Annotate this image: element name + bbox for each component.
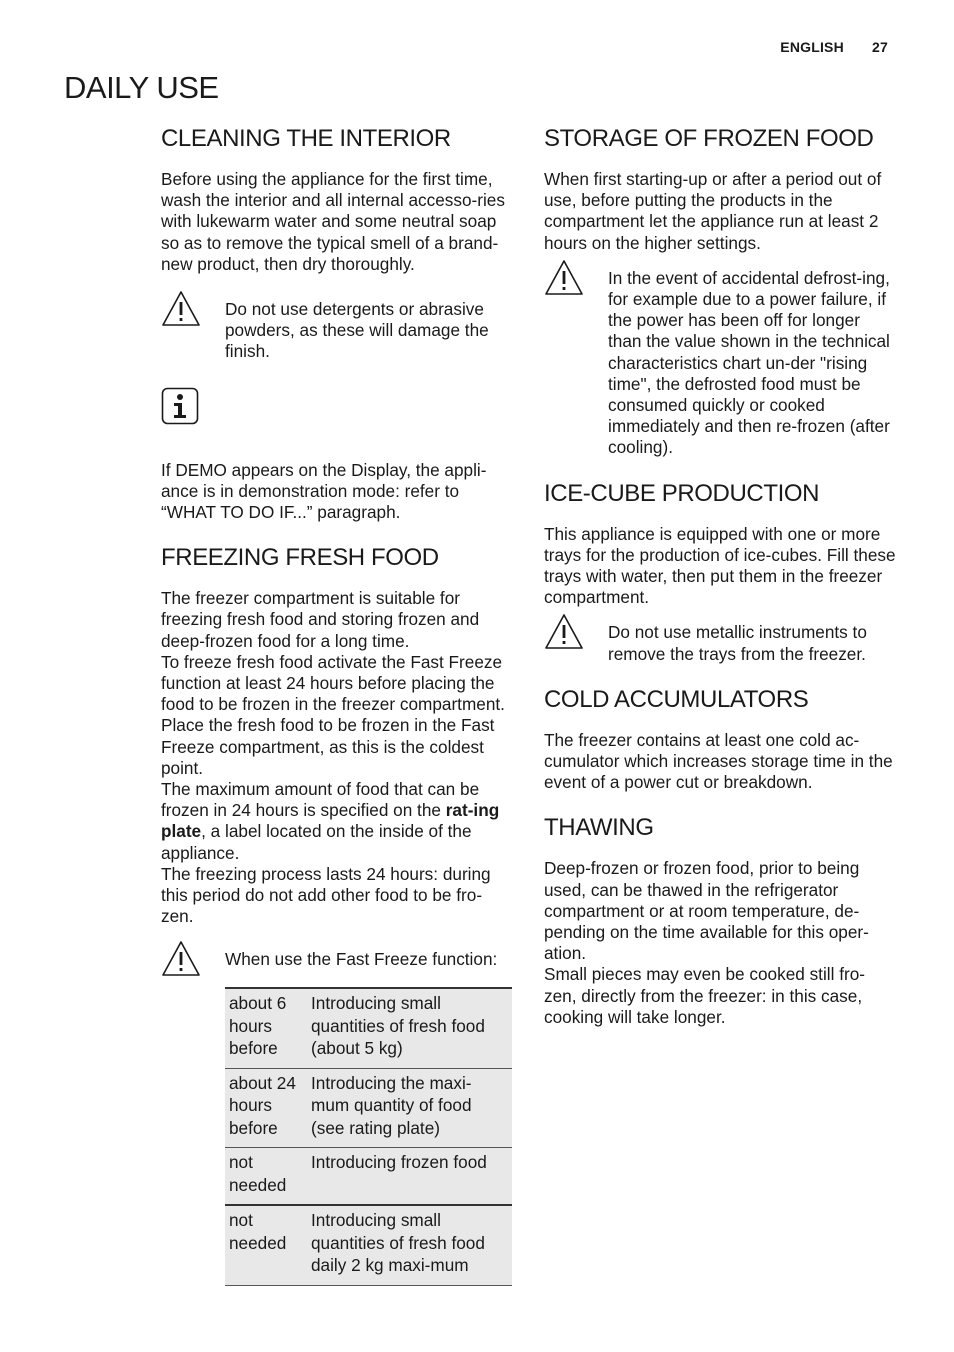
- warning-icon: [544, 258, 584, 298]
- fast-freeze-table: [225, 987, 512, 1286]
- fast-freeze-warning-text: When use the Fast Freeze function:: [225, 949, 498, 970]
- section-icecube: [544, 477, 896, 665]
- fast-freeze-warning: [161, 949, 513, 979]
- rating-plate-bold: rat-ing plate: [161, 800, 500, 842]
- freezing-p4-before: The maximum amount of food that can be frozen in 24 hours is specified on the: [161, 779, 480, 821]
- cleaning-heading: CLEANING THE INTERIOR: [161, 125, 451, 152]
- cleaning-warning: [161, 299, 513, 363]
- icecube-warning-text: Do not use metallic instruments to remove the trays from the freezer.: [608, 622, 867, 664]
- warning-icon: [544, 612, 584, 652]
- table-cell-when: not needed: [225, 1148, 307, 1206]
- table-cell-when: about 24 hours before: [225, 1068, 307, 1148]
- cleaning-warning-text: Do not use detergents or abrasive powders, as these will damage the finish.: [225, 299, 489, 362]
- table-row: [225, 1148, 512, 1206]
- table-cell-when: about 6 hours before: [225, 988, 307, 1068]
- freezing-p2: To freeze fresh food activate the Fast Freeze function at least 24 hours before placing the food to be frozen in the freezer compartment.: [161, 651, 505, 715]
- thawing-p2: Small pieces may even be cooked still fro-zen, directly from the freezer: in this case, cooking will take longer.: [544, 964, 865, 1027]
- freezing-p3: Place the fresh food to be frozen in the Fast Freeze compartment, as this is the coldest point.: [161, 715, 495, 778]
- storage-warning-text: In the event of accidental defrost-ing, for example due to a power failure, if the power has been off for longer than the value shown in the technical characteristics chart un-der "rising time", the defrosted food must be consumed quickly or cooked immediately and then re-frozen (after cooling).: [608, 267, 890, 458]
- section-freezing: [161, 541, 513, 1286]
- page-header: [780, 39, 888, 55]
- table-cell-what: Introducing small quantities of fresh food daily 2 kg maxi-mum: [307, 1205, 512, 1285]
- page-title: DAILY USE: [64, 70, 219, 105]
- cleaning-body: Before using the appliance for the first time, wash the interior and all internal accesso-ries with lukewarm water and some neutral soap so as to remove the typical smell of a brand-new product, then dry thoroughly.: [161, 169, 505, 274]
- freezing-p5: The freezing process lasts 24 hours: during this period do not add other food to be fro-zen.: [161, 863, 491, 927]
- freezing-p1: The freezer compartment is suitable for freezing fresh food and storing frozen and deep-frozen food for a long time.: [161, 588, 480, 651]
- table-cell-what: Introducing frozen food: [307, 1148, 512, 1206]
- table-cell-what: Introducing small quantities of fresh food (about 5 kg): [307, 988, 512, 1068]
- warning-icon: [161, 939, 201, 979]
- storage-warning: [544, 268, 896, 459]
- freezing-p4: [161, 779, 513, 864]
- info-text: If DEMO appears on the Display, the appli-ance is in demonstration mode: refer to “WHAT TO DO IF...” paragraph.: [161, 459, 487, 523]
- freezing-p4-after: , a label located on the inside of the appliance.: [161, 821, 472, 863]
- table-cell-what: Introducing the maxi-mum quantity of food (see rating plate): [307, 1068, 512, 1148]
- section-thawing: [544, 811, 896, 1028]
- table-row: [225, 1068, 512, 1148]
- icecube-heading: ICE-CUBE PRODUCTION: [544, 479, 820, 507]
- left-column: [161, 122, 513, 1304]
- table-cell-when: not needed: [225, 1205, 307, 1285]
- page-number: 27: [872, 39, 888, 55]
- icecube-body: This appliance is equipped with one or more trays for the production of ice-cubes. Fill these trays with water, then put them in the freezer compartment.: [544, 523, 896, 608]
- info-icon: [161, 387, 199, 425]
- storage-heading: STORAGE OF FROZEN FOOD: [544, 125, 874, 152]
- thawing-p1: Deep-frozen or frozen food, prior to being used, can be thawed in the refrigerator compartment or at room temperature, de-pending on the time available for this oper-ation.: [544, 858, 869, 964]
- right-column: [544, 122, 896, 1046]
- section-cold-accumulators: [544, 683, 896, 794]
- language-label: ENGLISH: [780, 39, 844, 55]
- cold-body: The freezer contains at least one cold ac-cumulator which increases storage time in the event of a power cut or breakdown.: [544, 729, 893, 793]
- icecube-warning: [544, 622, 896, 664]
- cold-heading: COLD ACCUMULATORS: [544, 685, 809, 713]
- table-row: [225, 988, 512, 1068]
- section-storage: [544, 122, 896, 459]
- table-row: [225, 1205, 512, 1285]
- storage-body: When first starting-up or after a period out of use, before putting the products in the compartment let the appliance run at least 2 hours on the higher settings.: [544, 169, 882, 253]
- thawing-heading: THAWING: [544, 814, 654, 842]
- section-cleaning: [161, 122, 513, 523]
- freezing-heading: FREEZING FRESH FOOD: [161, 544, 439, 572]
- warning-icon: [161, 289, 201, 329]
